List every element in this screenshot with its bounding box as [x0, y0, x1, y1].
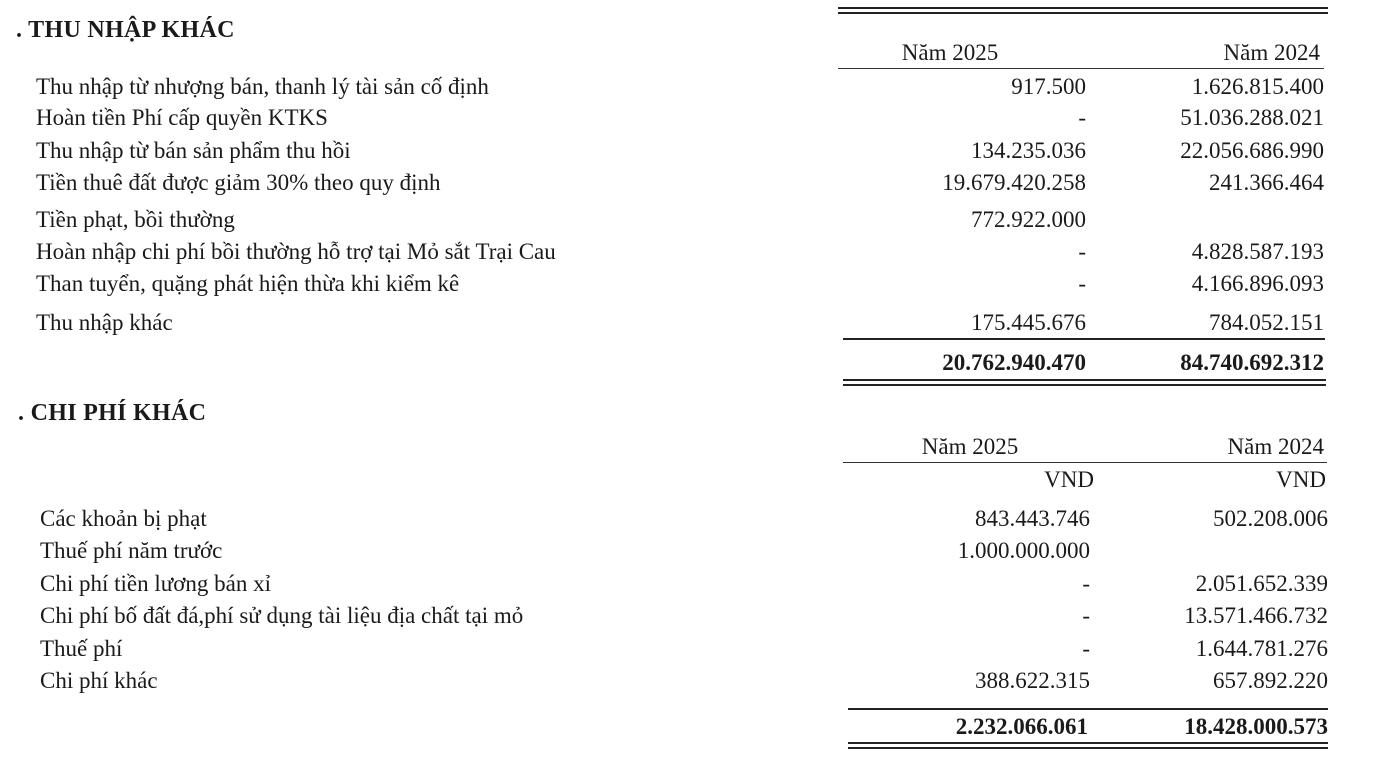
- row-label: Thuế phí: [40, 636, 123, 661]
- value-2025: 388.622.315: [975, 668, 1090, 693]
- total-2025: 2.232.066.061: [955, 714, 1088, 739]
- row-label: Các khoản bị phạt: [40, 506, 207, 531]
- row-label: Chi phí khác: [40, 668, 158, 693]
- value-2025: -: [1082, 636, 1090, 661]
- row-label: Chi phí tiền lương bán xỉ: [40, 571, 271, 596]
- header-rule: [843, 462, 1327, 463]
- value-2024: 1.644.781.276: [1195, 636, 1328, 661]
- subtotal-rule: [843, 338, 1325, 340]
- col-header-2024: Năm 2024: [1227, 434, 1324, 459]
- row-label: Thu nhập từ bán sản phẩm thu hồi: [36, 138, 351, 163]
- value-2024: 241.366.464: [1209, 170, 1324, 195]
- unit-2025: VND: [1044, 467, 1094, 492]
- value-2024: 784.052.151: [1209, 310, 1324, 335]
- value-2025: 134.235.036: [971, 138, 1086, 163]
- total-2024: 18.428.000.573: [1184, 714, 1328, 739]
- row-label: Tiền thuê đất được giảm 30% theo quy định: [36, 170, 441, 195]
- header-rule: [838, 68, 1324, 69]
- total-double-rule: [843, 379, 1326, 386]
- value-2025: 1.000.000.000: [957, 538, 1090, 563]
- value-2024: 1.626.815.400: [1191, 74, 1324, 99]
- row-label: Than tuyển, quặng phát hiện thừa khi kiểm kê: [36, 271, 460, 296]
- row-label: Hoàn tiền Phí cấp quyền KTKS: [36, 105, 328, 130]
- value-2025: 843.443.746: [975, 506, 1090, 531]
- value-2025: 175.445.676: [971, 310, 1086, 335]
- value-2025: -: [1082, 571, 1090, 596]
- value-2025: 917.500: [1011, 74, 1086, 99]
- value-2024: 13.571.466.732: [1184, 603, 1328, 628]
- value-2024: 4.828.587.193: [1191, 239, 1324, 264]
- row-label: Chi phí bố đất đá,phí sử dụng tài liệu địa chất tại mỏ: [40, 603, 524, 628]
- value-2024: 2.051.652.339: [1195, 571, 1328, 596]
- total-2025: 20.762.940.470: [942, 350, 1086, 375]
- value-2024: 51.036.288.021: [1180, 105, 1324, 130]
- total-2024: 84.740.692.312: [1180, 350, 1324, 375]
- value-2024: 657.892.220: [1213, 668, 1328, 693]
- value-2025: 772.922.000: [971, 207, 1086, 232]
- row-label: Thuế phí năm trước: [40, 538, 223, 563]
- value-2024: 4.166.896.093: [1191, 271, 1324, 296]
- value-2025: -: [1078, 105, 1086, 130]
- value-2025: -: [1078, 239, 1086, 264]
- previous-total-double-rule: [838, 7, 1328, 14]
- value-2024: 22.056.686.990: [1180, 138, 1324, 163]
- row-label: Hoàn nhập chi phí bồi thường hỗ trợ tại Mỏ sắt Trại Cau: [36, 239, 556, 264]
- col-header-2025: Năm 2025: [921, 434, 1019, 459]
- row-label: Thu nhập từ nhượng bán, thanh lý tài sản cố định: [36, 74, 489, 99]
- previous-total-fragment: [900, 0, 1330, 6]
- value-2024: 502.208.006: [1213, 506, 1328, 531]
- row-label: Thu nhập khác: [36, 310, 173, 335]
- section-title: . CHI PHÍ KHÁC: [18, 400, 207, 426]
- value-2025: -: [1082, 603, 1090, 628]
- col-header-2025: Năm 2025: [901, 40, 999, 65]
- total-double-rule: [848, 742, 1328, 749]
- value-2025: -: [1078, 271, 1086, 296]
- subtotal-rule: [848, 708, 1328, 710]
- section-title: . THU NHẬP KHÁC: [16, 17, 235, 43]
- row-label: Tiền phạt, bồi thường: [36, 207, 235, 232]
- unit-2024: VND: [1276, 467, 1326, 492]
- value-2025: 19.679.420.258: [942, 170, 1086, 195]
- col-header-2024: Năm 2024: [1223, 40, 1320, 65]
